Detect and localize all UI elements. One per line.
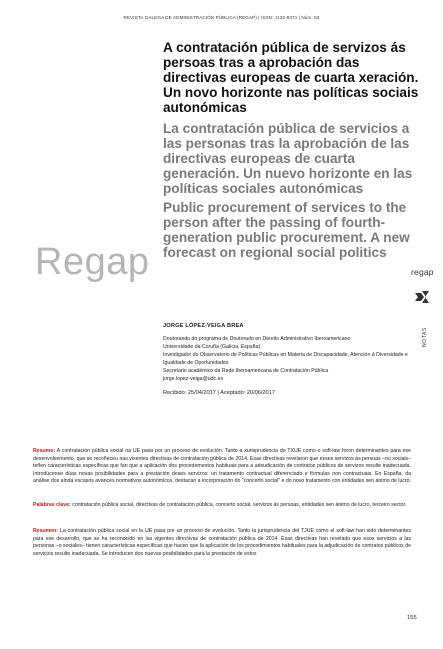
journal-logo: Regap [35,241,150,283]
abstract-spanish [33,528,411,558]
page-number: 155 [407,615,417,621]
title-english: Public procurement of services to the person after the passing of fourth-generation public procurement. A new forecast on regional social politics [163,200,410,260]
author-name: JORGE LÓPEZ-VEIGA BREA [163,323,244,329]
title-block [163,40,423,260]
running-header: REVISTA GALEGA DE ADMINISTRACIÓN PÚBLICA (REGAP) | ISSN: 1132-8371 | Núm. 53 [123,15,320,20]
title-spanish: La contratación pública de servicios a las personas tras la aprobación de las directivas europeas de cuarta generación. Un nuevo horizonte en las políticas sociales autonómicas [163,121,413,196]
author-email: jorge.lopez-veiga@udc.es [163,376,224,382]
affiliation-line: Universidade da Coruña (Galicia, España) [163,344,261,350]
abstract-galician [33,448,411,486]
section-label: NOTAS [422,327,428,347]
keywords-text: contratación pública social, directivas de contratación pública, concerto social, servizos ás persoas, entidades sen ánimo de lucro, terceiro sector. [72,502,407,508]
abstract-text: La contratación pública social en la UE pasa por un proceso de evolución. Tanto la jurisprudencia del TJUE como el soft-law han sido determinantes para ese desarrollo, que se ha reconocido en las vigentes directivas de contratación pública de 2014. Esas directivas han revelado que esos servicios a las personas –o sociales– tienen características específicas que hacen que la aplicación de los procedimientos habituales para la adjudicación de contratos públicos de servicios resulte inadecuada. Se introducen dos nuevas posibilidades para la prestación de estos [33,528,411,557]
received-accepted-dates: Recibido: 25/04/2017 | Aceptado: 20/06/2017 [163,390,275,396]
affiliation-line: Doutorando do programa de Doutorado en Dereito Administrativo Iberoamericano [163,336,351,342]
author-block [163,323,418,396]
xunta-mark-icon [414,290,430,304]
keywords-label: Palabras clave: [33,502,71,508]
keywords-galician [33,502,411,510]
affiliation-line: Investigador do Observatorio de Políticas Públicas en Materia de Discapacidade, Atención á Diversidade e Igualdade de Oportunidades [163,352,408,366]
affiliation-line: Secretario académico da Rede Iberoamericana de Contratación Pública [163,368,329,374]
title-galician: A contratación pública de servizos ás persoas tras a aprobación das directivas europeas de cuarta xeración. Un novo horizonte nas políticas sociais autonómicas [163,40,419,115]
abstract-label: Resumen: [33,528,59,534]
abstract-text: A contratación pública social na UE pasa por un proceso de evolución. Tanto a xurisprudencia do TXUE como o soft-law foron determinantes para ese desenvolvemento, que se recoñeceu nas vixentes directivas de contratación pública de 2014. Esas directivas revelaron que esses servizos ás persoas –ou sociais– teñen características específicas que fan que a aplicación dos procedementos habituais para a adxudicación de contratos públicos de servizos resulte inadecuada. Introdúcense dúas novas posibilidades para a prestación deses servizos: un tratamento contractual diferenciado e fórmulas non contractuais. En España, da análise dos ainda escasos avances normativos autonómicos, destacan a incorporación do "concerto social" e do novo tratamento con entidades sen ánimo de lucro. [33,448,411,485]
abstract-label: Resumo: [33,448,56,454]
sidebar-logo: regap [411,267,434,277]
